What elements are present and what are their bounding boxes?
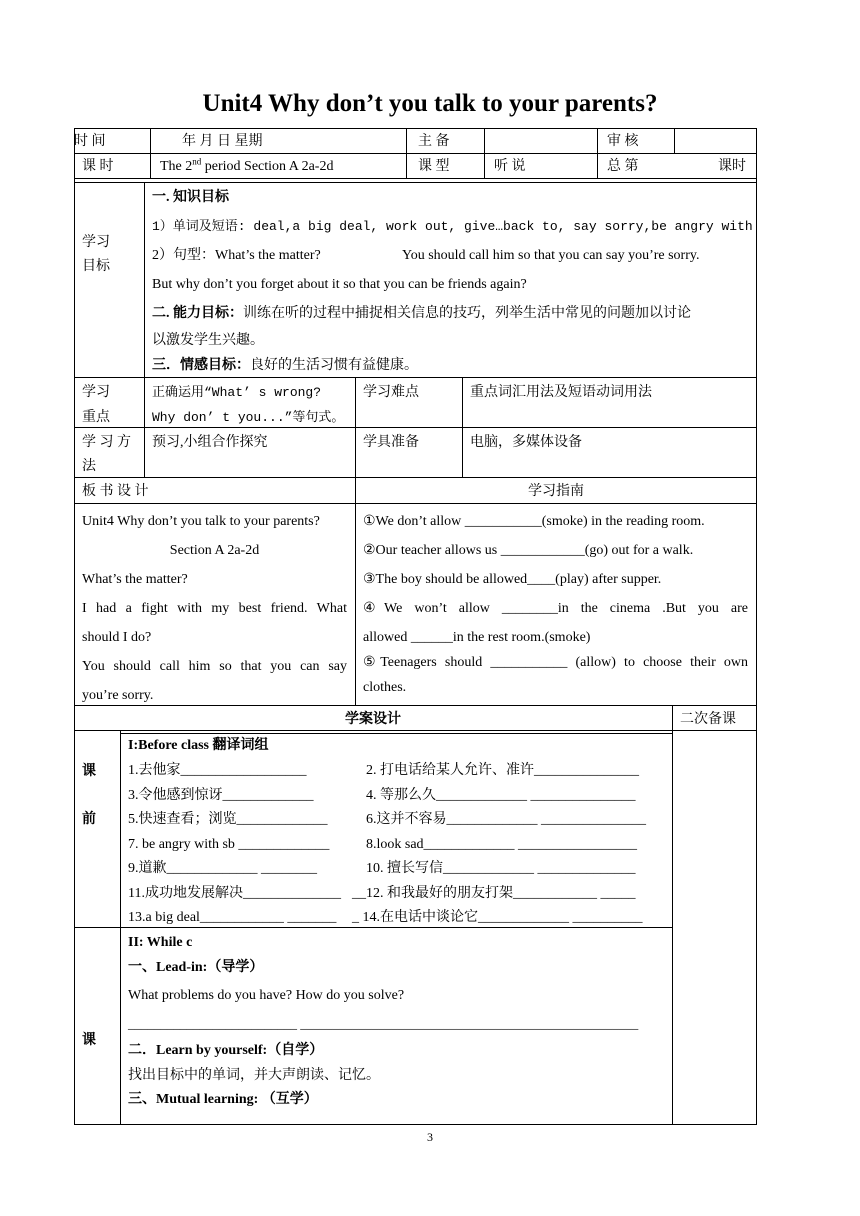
pre-class-heading: I:Before class 翻译词组 (128, 738, 269, 753)
ability-objective: 二. 能力目标：训练在听的过程中捕捉相关信息的技巧，列举生活中常见的问题加以讨论 (152, 306, 691, 321)
knowledge-heading: 一. 知识目标 (152, 190, 229, 205)
page-title: Unit4 Why don’t you talk to your parents? (202, 90, 658, 117)
while-class-label: 课 (82, 1033, 96, 1048)
page-number: 3 (427, 1130, 433, 1144)
knowledge-sentence-a: 2）句型：What’s the matter? (152, 248, 321, 263)
pre-item-2: 2. 打电话给某人允许、准许_______________ (366, 763, 639, 778)
pre-item-1: 1.去他家__________________ (128, 763, 307, 778)
second-prep-header: 二次备课 (680, 712, 736, 727)
while-class-heading: II: While c (128, 935, 193, 950)
pre-item-5: 5.快速查看；浏览_____________ (128, 812, 328, 827)
self-learning-text: 找出目标中的单词，并大声朗读、记忆。 (128, 1068, 380, 1083)
total-unit: 课时 (718, 159, 746, 174)
lesson-type-label: 课 型 (418, 159, 450, 174)
difficulty-label: 学习难点 (363, 385, 419, 400)
pre-item-12: __12. 和我最好的朋友打架____________ _____ (352, 886, 636, 901)
guide-line-7: clothes. (363, 680, 407, 695)
method-text: 预习,小组合作探究 (152, 435, 268, 450)
focus-text-1: 正确运用“What’ s wrong? (152, 385, 322, 400)
board-line-3: What’s the matter? (82, 572, 188, 587)
pre-item-3: 3.令他感到惊讶_____________ (128, 788, 314, 803)
period-value: The 2nd period Section A 2a-2d (160, 156, 334, 174)
board-line-4: I had a fight with my best friend. What (82, 601, 347, 616)
lesson-type-value: 听 说 (494, 159, 526, 174)
lead-in-answer-line: __________________________ ____________________________________________________ (128, 1016, 639, 1031)
pre-item-8: 8.look sad_____________ _________________ (366, 837, 638, 852)
board-line-7: you’re sorry. (82, 688, 154, 703)
reviewer-label: 审 核 (607, 134, 639, 149)
lead-in-text: What problems do you have? How do you solve? (128, 988, 405, 1003)
guide-line-4: ④We won’t allow ________in the cinema .But you are (363, 601, 748, 616)
pre-item-10: 10. 擅长写信_____________ ______________ (366, 861, 636, 876)
ability-objective-cont: 以激发学生兴趣。 (152, 333, 264, 348)
knowledge-vocab: 1）单词及短语: deal,a big deal, work out, give…back to, say sorry,be angry with (152, 219, 753, 234)
knowledge-sentence-b: You should call him so that you can say you’re sorry. (402, 248, 700, 263)
focus-label-2: 重点 (82, 410, 110, 425)
guide-line-1: ①We don’t allow ___________(smoke) in the reading room. (363, 514, 705, 529)
time-label: 时 间 (74, 134, 106, 149)
tools-text: 电脑，多媒体设备 (470, 435, 582, 450)
pre-item-13: 13.a big deal____________ _______ (128, 910, 337, 925)
method-label-2: 法 (82, 459, 96, 474)
board-line-2: Section A 2a-2d (169, 543, 260, 558)
emotion-objective: 三．情感目标：良好的生活习惯有益健康。 (152, 358, 418, 373)
method-label-1: 学 习 方 (82, 435, 131, 450)
period-label: 课 时 (82, 159, 114, 174)
pre-item-11: 11.成功地发展解决______________ (128, 886, 341, 901)
lead-preparer-label: 主 备 (418, 134, 450, 149)
guide-header: 学习指南 (528, 484, 584, 499)
focus-text-2: Why don’ t you...”等句式。 (152, 410, 345, 425)
difficulty-text: 重点词汇用法及短语动词用法 (470, 385, 652, 400)
tools-label: 学具准备 (363, 435, 419, 450)
design-header: 学案设计 (345, 712, 401, 727)
date-fields: 年 月 日 星期 (182, 134, 263, 149)
pre-item-14: _ 14.在电话中谈论它_____________ __________ (352, 910, 643, 925)
focus-label-1: 学习 (82, 385, 110, 400)
pre-item-6: 6.这并不容易_____________ _______________ (366, 812, 646, 827)
board-line-5: should I do? (82, 630, 152, 645)
total-label: 总 第 (607, 159, 639, 174)
board-header: 板 书 设 计 (82, 484, 149, 499)
pre-class-label-2: 前 (82, 812, 96, 827)
pre-class-label-1: 课 (82, 764, 96, 779)
guide-line-5: allowed ______in the rest room.(smoke) (363, 630, 591, 645)
pre-item-4: 4. 等那么久_____________ _______________ (366, 788, 636, 803)
self-learning-heading: 二．Learn by yourself:（自学） (128, 1043, 324, 1058)
board-line-6: You should call him so that you can say (82, 659, 347, 674)
board-line-1: Unit4 Why don’t you talk to your parents? (82, 514, 320, 529)
lead-in-heading: 一、Lead-in:（导学） (128, 960, 264, 975)
knowledge-sentence-c: But why don’t you forget about it so that you can be friends again? (152, 277, 527, 292)
guide-line-2: ②Our teacher allows us ____________(go) out for a walk. (363, 543, 694, 558)
mutual-learning-heading: 三、Mutual learning: （互学） (128, 1092, 318, 1107)
guide-line-3: ③The boy should be allowed____(play) after supper. (363, 572, 662, 587)
pre-item-9: 9.道歉_____________ ________ (128, 861, 317, 876)
objectives-label-1: 学习 (82, 235, 110, 250)
guide-line-6: ⑤Teenagers should ___________ (allow) to choose their own (363, 655, 748, 670)
objectives-label-2: 目标 (82, 259, 110, 274)
pre-item-7: 7. be angry with sb _____________ (128, 837, 330, 852)
